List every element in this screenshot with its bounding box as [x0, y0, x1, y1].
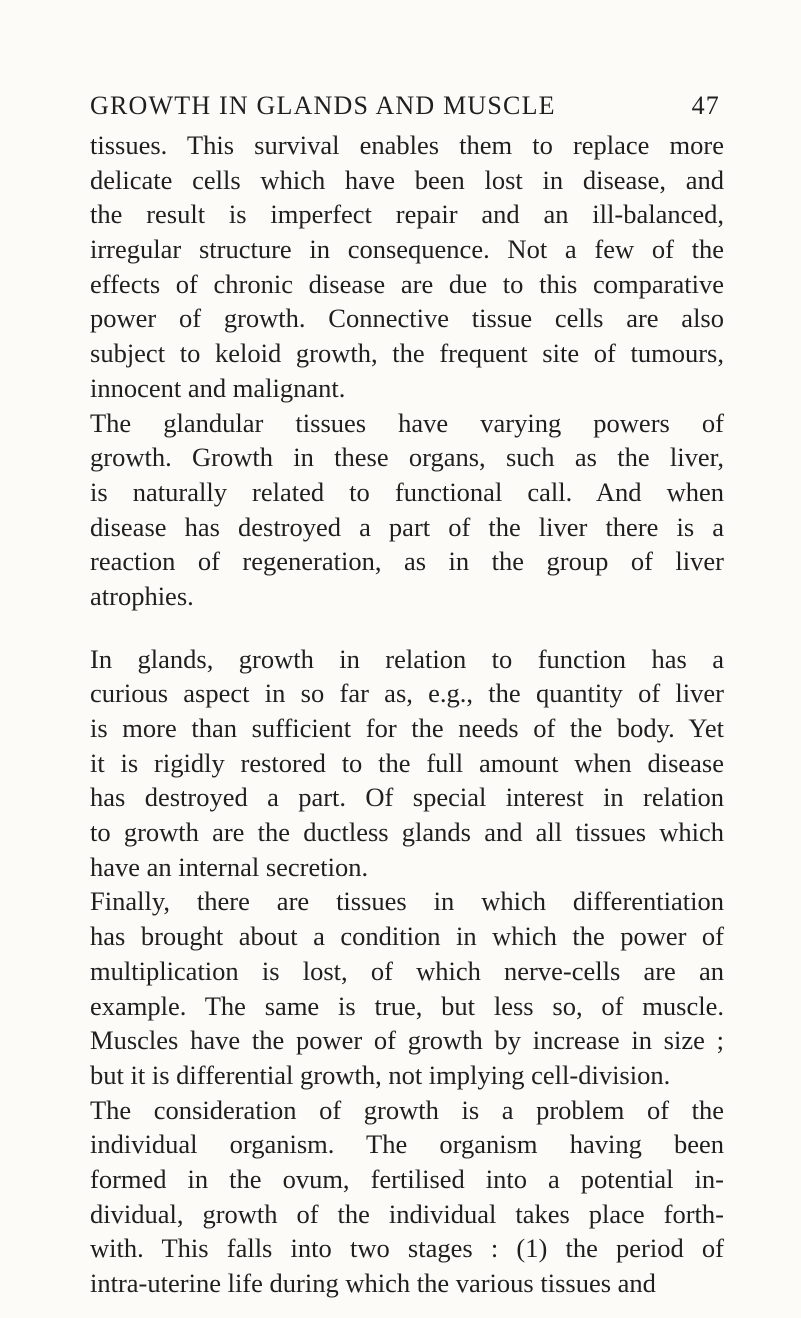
- paragraph-3: [90, 642, 724, 885]
- text-line: curious aspect in so far as, e.g., the quantity of liver: [90, 678, 724, 709]
- text-line: have an internal secretion.: [90, 851, 369, 882]
- text-line: with. This falls into two stages : (1) the period of: [90, 1233, 724, 1264]
- text-line: the result is imperfect repair and an ill-balanced,: [90, 199, 724, 230]
- text-line: subject to keloid growth, the frequent site of tumours,: [90, 338, 724, 369]
- text-line: effects of chronic disease are due to this comparative: [90, 268, 724, 299]
- text-line: In glands, growth in relation to function has a: [90, 643, 724, 674]
- text-line: Muscles have the power of growth by increase in size ;: [90, 1025, 724, 1056]
- text-line: innocent and malignant.: [90, 372, 346, 403]
- paragraph-1: [90, 128, 724, 406]
- text-line: reaction of regeneration, as in the group of liver: [90, 546, 724, 577]
- text-line: but it is differential growth, not implying cell-division.: [90, 1059, 671, 1090]
- text-line: to growth are the ductless glands and all tissues which: [90, 817, 724, 848]
- text-line: delicate cells which have been lost in disease, and: [90, 164, 724, 195]
- text-line: intra-uterine life during which the various tissues and: [90, 1268, 656, 1298]
- running-title: GROWTH IN GLANDS AND MUSCLE: [90, 91, 556, 120]
- page-number: 47: [691, 91, 720, 120]
- text-line: has destroyed a part. Of special interest in relation: [90, 782, 724, 813]
- text-line: atrophies.: [90, 580, 194, 611]
- paragraph-4: [90, 884, 724, 1092]
- text-line: The consideration of growth is a problem of the: [90, 1094, 724, 1125]
- text-line: is more than sufficient for the needs of the body. Yet: [90, 713, 724, 743]
- section-gap: [90, 614, 724, 642]
- text-line: The glandular tissues have varying powers of: [90, 407, 724, 438]
- text-line: Finally, there are tissues in which differentiation: [90, 886, 724, 917]
- text-line: formed in the ovum, fertilised into a potential in-: [90, 1163, 724, 1194]
- text-line: example. The same is true, but less so, of muscle.: [90, 990, 724, 1021]
- text-line: it is rigidly restored to the full amount when disease: [90, 747, 724, 778]
- text-line: power of growth. Connective tissue cells are also: [90, 303, 724, 334]
- text-line: disease has destroyed a part of the liver there is a: [90, 511, 724, 542]
- paragraph-5: [90, 1093, 724, 1301]
- text-line: growth. Growth in these organs, such as the liver,: [90, 442, 724, 473]
- text-line: tissues. This survival enables them to replace more: [90, 130, 724, 160]
- running-head: [90, 86, 720, 126]
- text-line: individual organism. The organism having been: [90, 1129, 724, 1160]
- text-line: irregular structure in consequence. Not a few of the: [90, 234, 724, 265]
- text-line: multiplication is lost, of which nerve-cells are an: [90, 955, 724, 986]
- text-line: dividual, growth of the individual takes place forth-: [90, 1198, 724, 1229]
- text-line: has brought about a condition in which the power of: [90, 921, 724, 952]
- body-text: [90, 128, 724, 1301]
- paragraph-2: [90, 406, 724, 614]
- text-line: is naturally related to functional call. And when: [90, 476, 724, 507]
